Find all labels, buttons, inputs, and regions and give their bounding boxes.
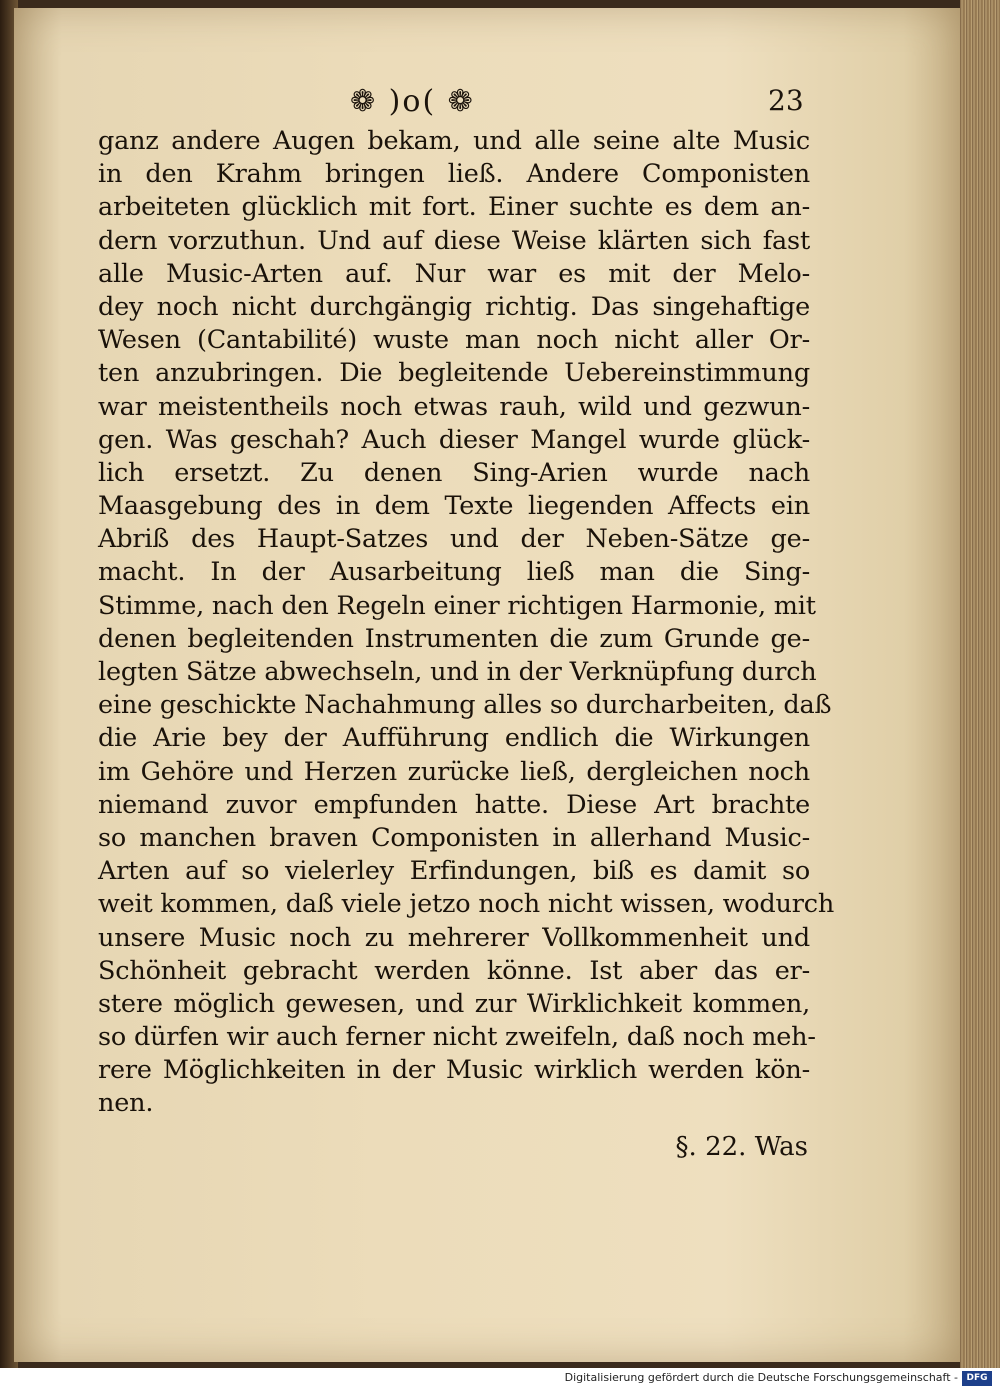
- text-line: Arten auf so vielerley Erfindungen, biß es damit so: [98, 856, 810, 887]
- body-text: [98, 125, 835, 1121]
- text-line: unsere Music noch zu mehrerer Vollkommenheit und: [98, 922, 810, 953]
- text-line: Schönheit gebracht werden könne. Ist aber das er-: [98, 955, 810, 986]
- text-line: war meistentheils noch etwas rauh, wild und gezwun-: [98, 391, 810, 422]
- text-line: lich ersetzt. Zu denen Sing-Arien wurde nach: [98, 457, 810, 488]
- text-line: ganz andere Augen bekam, und alle seine alte Music: [98, 126, 810, 156]
- text-line: nen.: [98, 1088, 154, 1119]
- text-line: gen. Was geschah? Auch dieser Mangel wurde glück-: [98, 424, 810, 455]
- page-edges: [960, 0, 1000, 1368]
- text-line: in den Krahm bringen ließ. Andere Componisten: [98, 159, 810, 190]
- text-line: stere möglich gewesen, und zur Wirklichkeit kommen,: [98, 988, 810, 1019]
- catchword: §. 22. Was: [675, 1132, 808, 1162]
- text-line: dern vorzuthun. Und auf diese Weise klärten sich fast: [98, 225, 810, 256]
- text-line: ten anzubringen. Die begleitende Uebereinstimmung: [98, 358, 810, 389]
- text-line: legten Sätze abwechseln, und in der Verknüpfung durch: [98, 657, 817, 687]
- text-line: Wesen (Cantabilité) wuste man noch nicht aller Or-: [98, 325, 810, 356]
- text-line: eine geschickte Nachahmung alles so durcharbeiten, daß: [98, 690, 832, 721]
- text-line: die Arie bey der Aufführung endlich die Wirkungen: [98, 723, 810, 754]
- text-line: alle Music-Arten auf. Nur war es mit der Melo-: [98, 258, 810, 289]
- text-line: macht. In der Ausarbeitung ließ man die Sing-: [98, 557, 810, 588]
- dfg-logo-icon: DFG: [962, 1371, 992, 1386]
- text-line: im Gehöre und Herzen zurücke ließ, dergleichen noch: [98, 756, 810, 787]
- page-number: 23: [768, 84, 804, 117]
- text-line: niemand zuvor empfunden hatte. Diese Art brachte: [98, 789, 810, 820]
- text-line: so manchen braven Componisten in allerhand Music-: [98, 822, 810, 853]
- text-line: arbeiteten glücklich mit fort. Einer suchte es dem an-: [98, 192, 810, 223]
- text-line: so dürfen wir auch ferner nicht zweifeln, daß noch meh-: [98, 1022, 816, 1053]
- running-head: ❁ )o( ❁: [350, 84, 475, 119]
- text-line: denen begleitenden Instrumenten die zum Grunde ge-: [98, 623, 810, 654]
- text-line: Stimme, nach den Regeln einer richtigen Harmonie, mit: [98, 590, 816, 621]
- text-line: Maasgebung des in dem Texte liegenden Affects ein: [98, 491, 810, 522]
- text-line: rere Möglichkeiten in der Music wirklich werden kön-: [98, 1055, 810, 1086]
- text-line: Abriß des Haupt-Satzes und der Neben-Sätze ge-: [98, 524, 810, 555]
- footer-credit: Digitalisierung gefördert durch die Deutsche Forschungsgemeinschaft -: [564, 1371, 958, 1384]
- text-line: weit kommen, daß viele jetzo noch nicht wissen, wodurch: [98, 889, 835, 920]
- text-line: dey noch nicht durchgängig richtig. Das singehaftige: [98, 291, 810, 322]
